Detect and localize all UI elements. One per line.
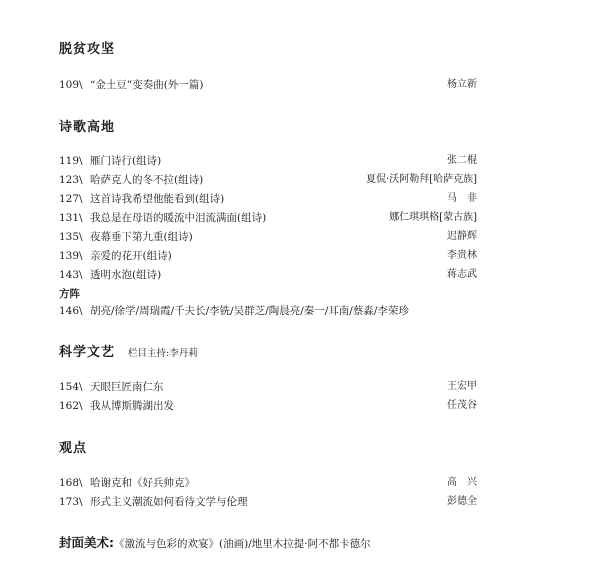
entry-title: “金土豆”变奏曲(外一篇) [90, 79, 204, 91]
toc-entry[interactable] [59, 379, 477, 395]
entry-author: 迟静辉 [447, 231, 477, 242]
entry-author: 夏侃·沃阿勒拜[哈萨克族] [366, 174, 477, 185]
entry-author: 李贵林 [447, 250, 477, 261]
entry-author: 张二棍 [447, 155, 477, 166]
cover-art-credit [59, 533, 371, 551]
entry-author: 王宏甲 [447, 381, 477, 392]
entry-page-number: 131\ [59, 212, 83, 224]
toc-entry[interactable] [59, 267, 477, 283]
subsection-title-fangzhen: 方阵 [59, 288, 80, 300]
toc-entry[interactable] [59, 210, 477, 226]
entry-title: 天眼巨匠南仁东 [90, 381, 164, 393]
cover-art-text: 《激流与色彩的欢宴》(油画)/地里木拉提·阿不都卡德尔 [114, 538, 371, 550]
entry-title: 这首诗我希望他能看到(组诗) [90, 193, 225, 205]
entry-author: 蒋志武 [447, 269, 477, 280]
entry-author: 马 非 [447, 193, 477, 204]
entry-title: 夜幕垂下第九重(组诗) [90, 231, 193, 243]
entry-title: 亲爱的花开(组诗) [90, 250, 172, 262]
entry-page-number: 154\ [59, 381, 83, 393]
entry-page-number: 123\ [59, 174, 83, 186]
entry-page-number: 143\ [59, 269, 83, 281]
section-title-science: 科学文艺 [59, 345, 116, 360]
section-title-poetry: 诗歌高地 [59, 120, 116, 135]
entry-title: 哈谢克和《好兵帅克》 [90, 477, 195, 489]
entry-author: 娜仁琪琪格[蒙古族] [389, 212, 477, 223]
entry-page-number: 119\ [59, 155, 83, 167]
entry-title: 我从博斯腾湖出发 [90, 400, 174, 412]
toc-entry[interactable] [59, 77, 477, 93]
section-title-poverty: 脱贫攻坚 [59, 42, 116, 57]
toc-entry[interactable] [59, 475, 477, 491]
entry-title: 雁门诗行(组诗) [90, 155, 162, 167]
entry-page-number: 135\ [59, 231, 83, 243]
column-host: 栏目主持:李丹莉 [128, 348, 198, 359]
entry-title: 哈萨克人的冬不拉(组诗) [90, 174, 204, 186]
toc-entry[interactable] [59, 303, 489, 319]
toc-entry[interactable] [59, 229, 477, 245]
entry-page-number: 127\ [59, 193, 83, 205]
toc-entry[interactable] [59, 398, 477, 414]
entry-author: 高 兴 [447, 477, 477, 488]
toc-entry[interactable] [59, 172, 477, 188]
section-title-viewpoint: 观点 [59, 441, 88, 456]
entry-page-number: 173\ [59, 496, 83, 508]
entry-page-number: 146\ [59, 305, 83, 317]
entry-author: 彭德全 [447, 496, 477, 507]
toc-entry[interactable] [59, 248, 477, 264]
toc-entry[interactable] [59, 153, 477, 169]
entry-author: 杨立新 [447, 79, 477, 90]
entry-page-number: 139\ [59, 250, 83, 262]
entry-title: 形式主义潮流如何看待文学与伦理 [90, 496, 248, 508]
entry-title: 透明水泡(组诗) [90, 269, 162, 281]
toc-entry[interactable] [59, 494, 477, 510]
entry-page-number: 162\ [59, 400, 83, 412]
cover-art-label: 封面美术: [59, 535, 114, 550]
entry-title: 我总是在母语的暖流中泪流满面(组诗) [90, 212, 267, 224]
entry-page-number: 168\ [59, 477, 83, 489]
toc-entry[interactable] [59, 191, 477, 207]
entry-page-number: 109\ [59, 79, 83, 91]
entry-title: 胡亮/徐学/周瑞霞/千夫长/李铣/吴群芝/陶晨亮/秦一/耳南/蔡淼/李荣珍 [90, 305, 409, 317]
entry-author: 任茂谷 [447, 400, 477, 411]
